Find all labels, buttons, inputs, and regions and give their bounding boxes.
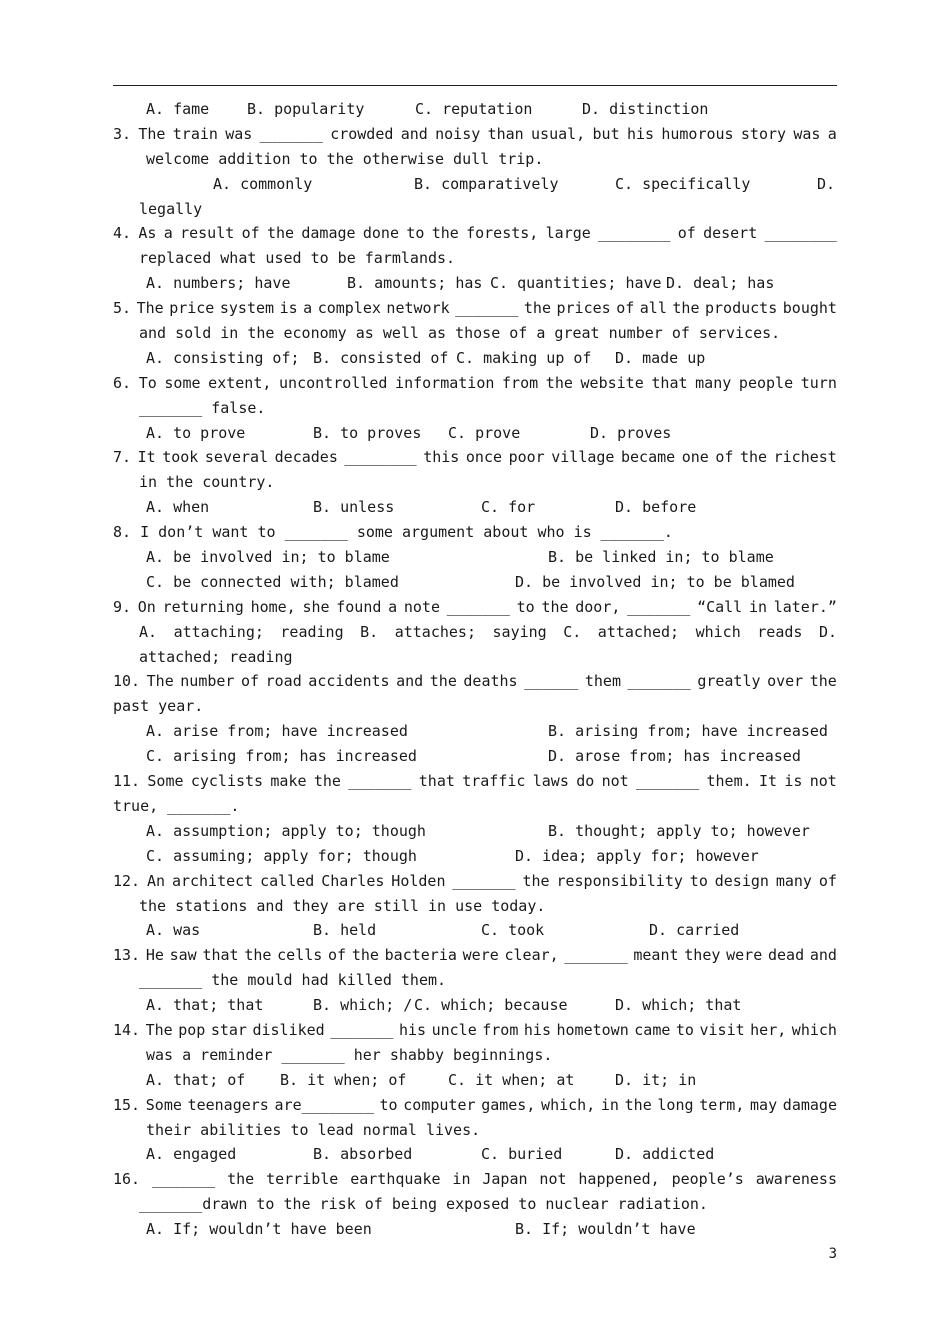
question-line: true, _______. bbox=[113, 796, 240, 815]
answer-option: B. thought; apply to; however bbox=[548, 821, 810, 840]
answer-options bbox=[113, 172, 837, 197]
question-list bbox=[113, 97, 837, 1242]
answer-option: A. to prove bbox=[146, 423, 246, 442]
answer-option: B. to proves bbox=[313, 423, 422, 442]
answer-option: B. If; wouldn’t have bbox=[515, 1220, 696, 1239]
question-line: past year. bbox=[113, 697, 204, 716]
answer-option: D. before bbox=[615, 498, 697, 517]
answer-option: B. be linked in; to blame bbox=[548, 548, 774, 567]
question-line: 14. The pop star disliked _______ his uncle from his hometown came to visit her, which bbox=[113, 1020, 837, 1039]
question-line: _______ false. bbox=[139, 398, 266, 417]
answer-option: B. which; / bbox=[313, 996, 413, 1015]
answer-option: A. that; of bbox=[146, 1070, 246, 1089]
answer-option: D. deal; has bbox=[666, 274, 775, 293]
answer-options bbox=[113, 346, 837, 371]
answer-options bbox=[113, 993, 837, 1018]
question-line: the stations and they are still in use today. bbox=[139, 896, 546, 915]
answer-option: D. distinction bbox=[582, 100, 709, 118]
answer-option: D. addicted bbox=[615, 1145, 715, 1164]
answer-options bbox=[113, 918, 837, 943]
answer-options bbox=[113, 819, 837, 844]
answer-option: B. amounts; has bbox=[347, 274, 483, 293]
question-line: their abilities to lead normal lives. bbox=[146, 1120, 481, 1139]
answer-options bbox=[113, 744, 837, 769]
answer-option: D. made up bbox=[615, 348, 706, 367]
answer-option: A. that; that bbox=[146, 996, 264, 1015]
answer-option: D. which; that bbox=[615, 996, 742, 1015]
answer-options bbox=[113, 271, 837, 296]
answer-option: B. comparatively bbox=[414, 174, 559, 193]
answer-option: A. fame bbox=[146, 100, 210, 118]
question-line: 16. _______ the terrible earthquake in Japan not happened, people’s awareness bbox=[113, 1170, 837, 1189]
answer-option: A. was bbox=[146, 921, 201, 940]
question-line: 11. Some cyclists make the _______ that traffic laws do not _______ them. It is not bbox=[113, 772, 837, 791]
answer-option: C. reputation bbox=[415, 100, 533, 118]
answer-option: D. be involved in; to be blamed bbox=[515, 572, 795, 591]
answer-option: B. held bbox=[313, 921, 377, 940]
answer-option: A. commonly bbox=[213, 174, 313, 193]
answer-option: C. it when; at bbox=[448, 1070, 575, 1089]
answer-options bbox=[113, 844, 837, 869]
question-line: was a reminder _______ her shabby beginnings. bbox=[146, 1045, 553, 1064]
question-line: 13. He saw that the cells of the bacteria were clear, _______ meant they were dead and bbox=[113, 946, 837, 965]
question-line: 4. As a result of the damage done to the forests, large ________ of desert ________ bbox=[113, 224, 837, 243]
question-line: 9. On returning home, she found a note _______ to the door, _______ “Call in later.” bbox=[113, 597, 837, 616]
question-line: _______drawn to the risk of being exposed to nuclear radiation. bbox=[139, 1195, 708, 1214]
answer-options bbox=[113, 495, 837, 520]
question-line: and sold in the economy as well as those of a great number of services. bbox=[139, 324, 781, 343]
question-line: 10. The number of road accidents and the deaths ______ them _______ greatly over the bbox=[113, 672, 837, 691]
question-line: 5. The price system is a complex network _______ the prices of all the products bought bbox=[113, 299, 837, 318]
answer-option: C. be connected with; blamed bbox=[146, 572, 399, 591]
question-line: 7. It took several decades ________ this once poor village became one of the richest bbox=[113, 448, 837, 467]
answer-option: C. quantities; have bbox=[490, 274, 662, 293]
question-line: attached; reading bbox=[139, 647, 293, 666]
answer-option: C. making up of bbox=[456, 348, 592, 367]
question-line: 6. To some extent, uncontrolled information from the website that many people turn bbox=[113, 373, 837, 392]
question-line: _______ the mould had killed them. bbox=[139, 971, 447, 990]
question-line: welcome addition to the otherwise dull trip. bbox=[146, 149, 544, 168]
answer-options bbox=[113, 570, 837, 595]
answer-option: A. engaged bbox=[146, 1145, 237, 1164]
answer-option: D. proves bbox=[590, 423, 672, 442]
answer-option: D. bbox=[817, 174, 836, 193]
answer-options bbox=[113, 97, 837, 122]
answer-option: B. absorbed bbox=[313, 1145, 413, 1164]
answer-option: A. numbers; have bbox=[146, 274, 291, 293]
answer-option: C. arising from; has increased bbox=[146, 747, 417, 766]
answer-option: B. popularity bbox=[247, 100, 365, 118]
answer-option: A. consisting of; bbox=[146, 348, 300, 367]
question-line: in the country. bbox=[139, 473, 275, 492]
answer-option: C. took bbox=[481, 921, 545, 940]
answer-options bbox=[113, 421, 837, 446]
question-line: 8. I don’t want to _______ some argument about who is _______. bbox=[113, 523, 673, 542]
answer-option: A. assumption; apply to; though bbox=[146, 821, 426, 840]
question-line: 3. The train was _______ crowded and noisy than usual, but his humorous story was a bbox=[113, 124, 837, 143]
answer-option: C. specifically bbox=[615, 174, 751, 193]
question-line: replaced what used to be farmlands. bbox=[139, 249, 456, 268]
answer-option: B. unless bbox=[313, 498, 395, 517]
question-line: A. attaching; reading B. attaches; saying C. attached; which reads D. bbox=[139, 622, 837, 641]
answer-option: A. when bbox=[146, 498, 210, 517]
answer-options bbox=[113, 1068, 837, 1093]
answer-option: C. assuming; apply for; though bbox=[146, 846, 417, 865]
header-rule bbox=[113, 85, 837, 86]
answer-option: A. arise from; have increased bbox=[146, 722, 408, 741]
question-line: 12. An architect called Charles Holden _______ the responsibility to design many of bbox=[113, 871, 837, 890]
answer-option: B. consisted of bbox=[313, 348, 449, 367]
answer-option: D. carried bbox=[649, 921, 740, 940]
page-number: 3 bbox=[828, 1246, 837, 1262]
answer-option: A. If; wouldn’t have been bbox=[146, 1220, 372, 1239]
answer-option: C. buried bbox=[481, 1145, 563, 1164]
answer-options bbox=[113, 1142, 837, 1167]
answer-option: C. for bbox=[481, 498, 536, 517]
answer-option: D. idea; apply for; however bbox=[515, 846, 759, 865]
answer-option: C. prove bbox=[448, 423, 521, 442]
answer-option: C. which; because bbox=[414, 996, 568, 1015]
answer-option: D. arose from; has increased bbox=[548, 747, 801, 766]
question-line: 15. Some teenagers are________ to computer games, which, in the long term, may damage bbox=[113, 1095, 837, 1114]
answer-option: B. it when; of bbox=[280, 1070, 407, 1089]
answer-options bbox=[113, 719, 837, 744]
answer-option: B. arising from; have increased bbox=[548, 722, 828, 741]
question-line: legally bbox=[139, 199, 203, 218]
answer-options bbox=[113, 1217, 837, 1242]
answer-option: D. it; in bbox=[615, 1070, 697, 1089]
answer-option: A. be involved in; to blame bbox=[146, 548, 390, 567]
answer-options bbox=[113, 545, 837, 570]
